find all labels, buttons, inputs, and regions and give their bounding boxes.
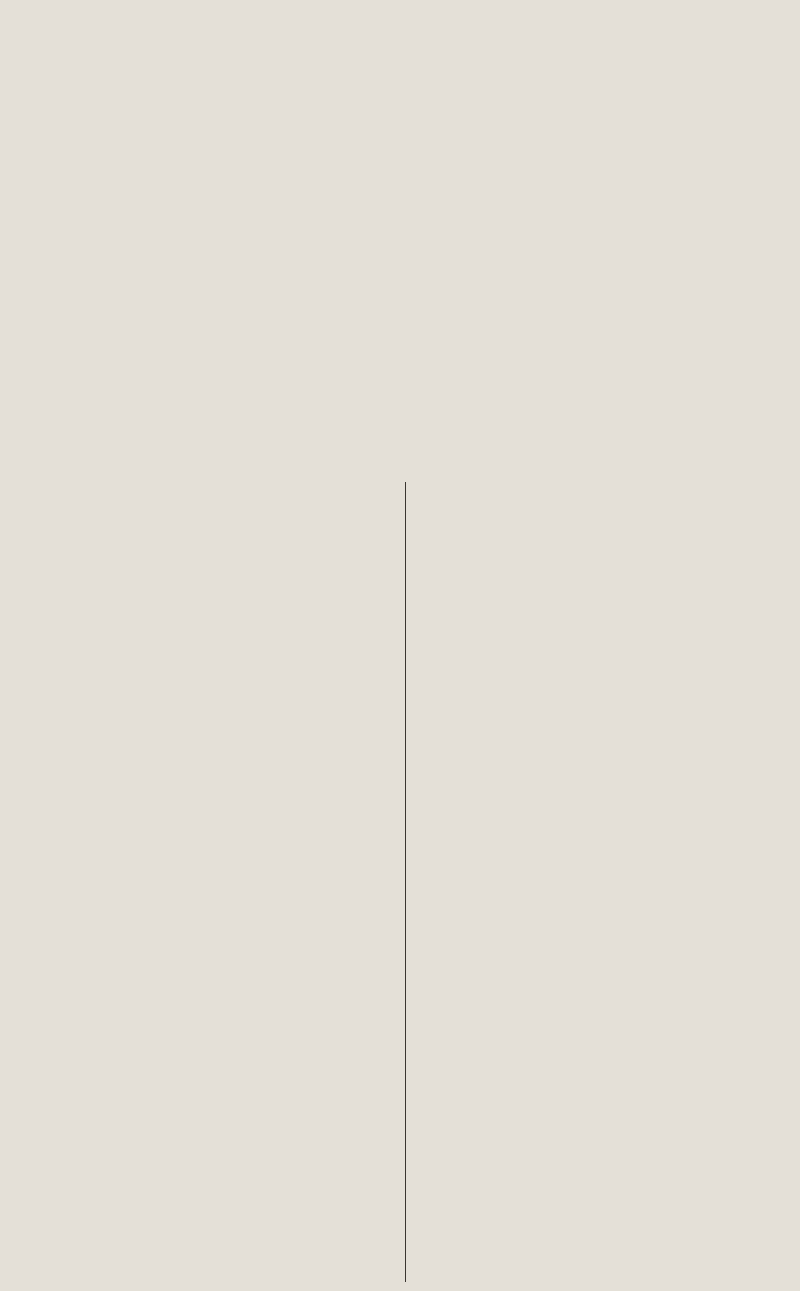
page-header — [30, 0, 48, 34]
column-divider — [405, 482, 406, 1282]
